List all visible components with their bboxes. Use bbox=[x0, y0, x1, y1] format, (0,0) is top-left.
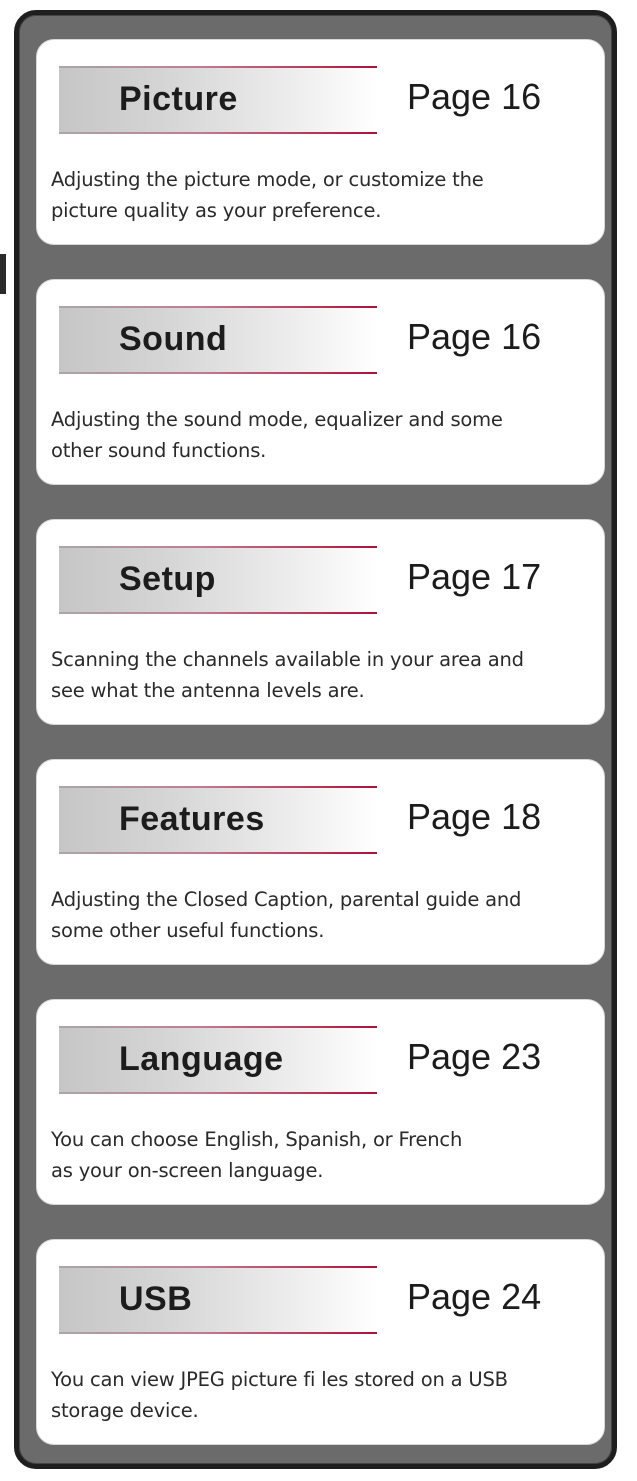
section-title-bar bbox=[59, 66, 377, 134]
section-page-reference: Page 16 bbox=[407, 76, 542, 117]
section-title-bar bbox=[59, 1266, 377, 1334]
section-page-reference: Page 16 bbox=[407, 316, 542, 357]
section-card-setup bbox=[36, 519, 605, 725]
section-card-sound bbox=[36, 279, 605, 485]
section-description: Scanning the channels available in your area and see what the antenna levels are. bbox=[51, 648, 524, 702]
section-card-language bbox=[36, 999, 605, 1205]
section-title: Language bbox=[119, 1040, 284, 1078]
section-description: You can choose English, Spanish, or French as your on-screen language. bbox=[51, 1128, 463, 1182]
left-edge-mark bbox=[0, 254, 6, 294]
section-title: Features bbox=[119, 800, 265, 838]
section-page-reference: Page 23 bbox=[407, 1036, 542, 1077]
section-card-features bbox=[36, 759, 605, 965]
section-title: Setup bbox=[119, 560, 216, 598]
section-title-bar bbox=[59, 786, 377, 854]
section-card-usb bbox=[36, 1239, 605, 1445]
section-page-reference: Page 17 bbox=[407, 556, 542, 597]
section-description: Adjusting the Closed Caption, parental guide and some other useful functions. bbox=[51, 888, 522, 942]
section-description: Adjusting the picture mode, or customize the picture quality as your preference. bbox=[51, 168, 484, 222]
section-description: You can view JPEG picture fi les stored on a USB storage device. bbox=[51, 1368, 508, 1422]
menu-overview-panel bbox=[14, 10, 617, 1469]
section-card-picture bbox=[36, 39, 605, 245]
section-description: Adjusting the sound mode, equalizer and some other sound functions. bbox=[51, 408, 503, 462]
section-page-reference: Page 18 bbox=[407, 796, 542, 837]
section-title: USB bbox=[119, 1280, 193, 1318]
section-title: Picture bbox=[119, 80, 238, 118]
section-title-bar bbox=[59, 1026, 377, 1094]
section-title-bar bbox=[59, 306, 377, 374]
section-title-bar bbox=[59, 546, 377, 614]
section-title: Sound bbox=[119, 320, 228, 358]
section-page-reference: Page 24 bbox=[407, 1276, 542, 1317]
